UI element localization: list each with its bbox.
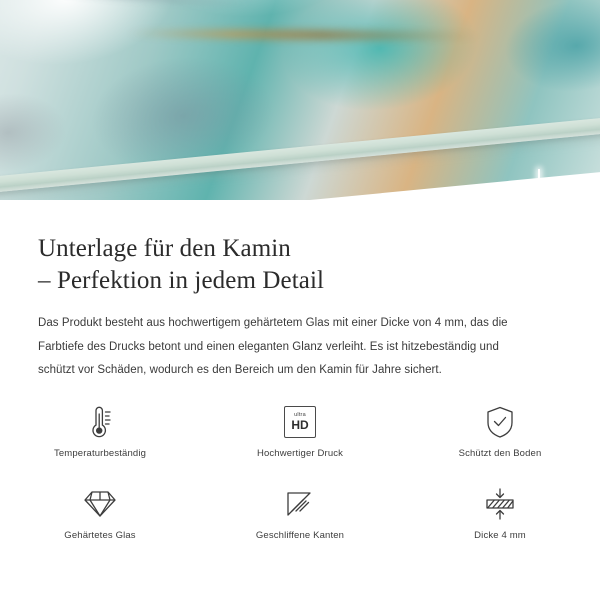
description-content: [0, 215, 600, 383]
feature-label: Hochwertiger Druck: [256, 448, 344, 459]
shield-check-icon: [483, 400, 517, 444]
ultra-hd-icon: [284, 400, 316, 444]
marble-grey-vein: [0, 0, 259, 9]
page-title: [38, 233, 558, 296]
hero-image-inner: [0, 0, 600, 200]
feature-grid: [0, 400, 600, 564]
marble-gold-vein-lower: [124, 28, 484, 41]
feature-item-temperature: [0, 400, 200, 482]
page-title-line-1: Unterlage für den Kamin: [38, 235, 291, 262]
feature-item-tempered-glass: [0, 482, 200, 564]
thermometer-icon: [83, 400, 117, 444]
thickness-icon: [483, 482, 517, 526]
feature-label: Gehärtetes Glas: [64, 530, 136, 541]
feature-label: Schützt den Boden: [458, 448, 542, 459]
feature-item-thickness: [400, 482, 600, 564]
diamond-icon: [82, 482, 118, 526]
feature-label: Geschliffene Kanten: [255, 530, 345, 541]
description-paragraph: Das Produkt besteht aus hochwertigem gehärtetem Glas mit einer Dicke von 4 mm, das die Farbtiefe des Drucks betont und einen eleganten Glanz verleiht. Es ist hitzebeständig und schützt vor Schäden, wodurch es den Bereich um den Kamin für Jahre sichert.: [38, 317, 508, 377]
feature-item-floor-protection: [400, 400, 600, 482]
sparkle-small-icon: [562, 186, 584, 200]
feature-item-polished-edges: [200, 482, 400, 564]
ultra-hd-badge-top: ultra: [294, 411, 306, 418]
polished-edges-icon: [283, 482, 317, 526]
ultra-hd-badge-main: HD: [291, 418, 309, 433]
page-title-line-2: – Perfektion in jedem Detail: [38, 266, 325, 294]
feature-item-print-quality: [200, 400, 400, 482]
feature-label: Temperaturbeständig: [53, 448, 147, 459]
hero-image: [0, 0, 600, 215]
feature-label: Dicke 4 mm: [474, 530, 526, 541]
